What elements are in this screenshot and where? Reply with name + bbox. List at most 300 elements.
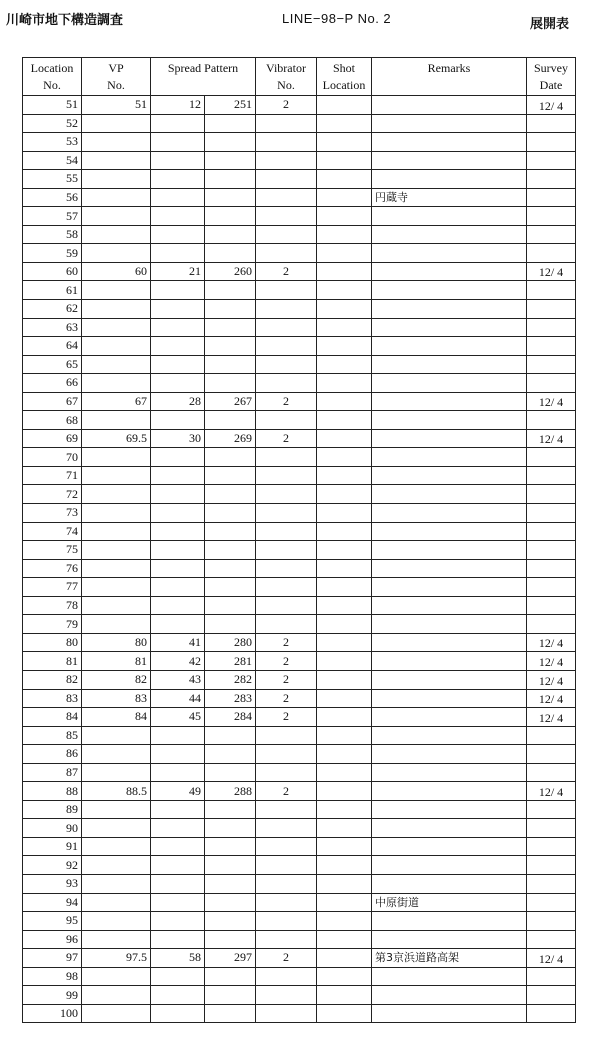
spread-from-cell	[151, 837, 205, 856]
shot-location-cell	[317, 114, 372, 133]
survey-date-cell	[527, 300, 576, 319]
location-cell: 84	[23, 708, 82, 727]
vibrator-cell: 2	[256, 262, 317, 281]
vibrator-cell	[256, 800, 317, 819]
spread-to-cell: 267	[205, 392, 256, 411]
remarks-cell	[372, 819, 527, 838]
survey-date-cell	[527, 448, 576, 467]
vibrator-cell	[256, 763, 317, 782]
spread-from-cell	[151, 819, 205, 838]
location-cell: 93	[23, 874, 82, 893]
vibrator-cell	[256, 355, 317, 374]
vp-cell	[82, 355, 151, 374]
spread-to-cell	[205, 207, 256, 226]
table-row	[23, 411, 576, 430]
vp-cell	[82, 225, 151, 244]
table-row	[23, 355, 576, 374]
spread-to-cell: 281	[205, 652, 256, 671]
vibrator-cell	[256, 559, 317, 578]
survey-date-cell: 12/ 4	[527, 429, 576, 448]
vibrator-cell	[256, 114, 317, 133]
table-row	[23, 504, 576, 523]
remarks-cell	[372, 429, 527, 448]
table-row	[23, 429, 576, 448]
col-header-shot-location	[317, 58, 372, 96]
survey-date-cell	[527, 912, 576, 931]
survey-date-cell: 12/ 4	[527, 708, 576, 727]
spread-to-cell	[205, 856, 256, 875]
vp-cell	[82, 559, 151, 578]
table-row	[23, 615, 576, 634]
spread-to-cell	[205, 596, 256, 615]
location-cell: 89	[23, 800, 82, 819]
remarks-cell	[372, 466, 527, 485]
spread-from-cell	[151, 411, 205, 430]
remarks-cell	[372, 745, 527, 764]
vibrator-cell: 2	[256, 633, 317, 652]
spread-from-cell: 49	[151, 782, 205, 801]
shot-location-cell	[317, 986, 372, 1005]
spread-from-cell	[151, 874, 205, 893]
vp-cell	[82, 504, 151, 523]
table-row	[23, 300, 576, 319]
table-row	[23, 281, 576, 300]
survey-date-cell	[527, 615, 576, 634]
remarks-cell	[372, 504, 527, 523]
survey-date-cell: 12/ 4	[527, 633, 576, 652]
vibrator-cell	[256, 244, 317, 263]
shot-location-cell	[317, 485, 372, 504]
shot-location-cell	[317, 541, 372, 560]
table-row	[23, 949, 576, 968]
vp-cell: 80	[82, 633, 151, 652]
spread-from-cell: 30	[151, 429, 205, 448]
spread-to-cell	[205, 986, 256, 1005]
spread-from-cell: 28	[151, 392, 205, 411]
vp-cell	[82, 1004, 151, 1023]
vp-cell	[82, 151, 151, 170]
vibrator-cell: 2	[256, 429, 317, 448]
vibrator-cell	[256, 466, 317, 485]
spread-to-cell: 269	[205, 429, 256, 448]
survey-date-cell	[527, 967, 576, 986]
col-header-vibrator	[256, 58, 317, 96]
location-cell: 86	[23, 745, 82, 764]
spread-to-cell	[205, 800, 256, 819]
shot-location-cell	[317, 633, 372, 652]
vibrator-cell	[256, 374, 317, 393]
location-cell: 56	[23, 188, 82, 207]
spread-to-cell	[205, 114, 256, 133]
vp-cell	[82, 466, 151, 485]
shot-location-cell	[317, 411, 372, 430]
spread-to-cell	[205, 726, 256, 745]
location-cell: 78	[23, 596, 82, 615]
table-row	[23, 856, 576, 875]
remarks-cell	[372, 318, 527, 337]
remarks-cell	[372, 448, 527, 467]
vibrator-cell	[256, 819, 317, 838]
vibrator-cell	[256, 1004, 317, 1023]
survey-date-cell: 12/ 4	[527, 652, 576, 671]
survey-date-cell: 12/ 4	[527, 689, 576, 708]
spread-from-cell	[151, 337, 205, 356]
col-header-survey-line2: Date	[539, 77, 563, 92]
location-cell: 74	[23, 522, 82, 541]
vp-cell	[82, 578, 151, 597]
spread-to-cell: 251	[205, 96, 256, 115]
survey-date-cell	[527, 225, 576, 244]
vibrator-cell	[256, 578, 317, 597]
survey-date-cell: 12/ 4	[527, 262, 576, 281]
spread-from-cell	[151, 448, 205, 467]
vibrator-cell: 2	[256, 708, 317, 727]
remarks-cell	[372, 244, 527, 263]
spread-to-cell	[205, 374, 256, 393]
remarks-cell	[372, 967, 527, 986]
table-row	[23, 986, 576, 1005]
spread-from-cell	[151, 615, 205, 634]
remarks-cell	[372, 207, 527, 226]
spread-to-cell	[205, 819, 256, 838]
spread-from-cell	[151, 374, 205, 393]
table-row	[23, 151, 576, 170]
vp-cell: 51	[82, 96, 151, 115]
vp-cell	[82, 837, 151, 856]
document-title: 川崎市地下構造調査	[6, 13, 124, 28]
spread-to-cell: 282	[205, 670, 256, 689]
shot-location-cell	[317, 893, 372, 912]
vp-cell	[82, 522, 151, 541]
remarks-cell	[372, 615, 527, 634]
spread-to-cell	[205, 170, 256, 189]
vibrator-cell	[256, 912, 317, 931]
table-row	[23, 633, 576, 652]
spread-to-cell	[205, 763, 256, 782]
location-cell: 72	[23, 485, 82, 504]
remarks-cell	[372, 262, 527, 281]
vp-cell: 97.5	[82, 949, 151, 968]
vibrator-cell	[256, 893, 317, 912]
survey-date-cell	[527, 745, 576, 764]
location-cell: 90	[23, 819, 82, 838]
survey-date-cell	[527, 114, 576, 133]
table-row	[23, 541, 576, 560]
remarks-cell	[372, 633, 527, 652]
location-cell: 63	[23, 318, 82, 337]
table-row	[23, 96, 576, 115]
survey-date-cell	[527, 800, 576, 819]
spread-to-cell	[205, 188, 256, 207]
col-header-location-line1: Location	[30, 60, 74, 75]
col-header-shot-line2: Location	[322, 77, 366, 92]
location-cell: 83	[23, 689, 82, 708]
survey-date-cell	[527, 133, 576, 152]
location-cell: 85	[23, 726, 82, 745]
vp-cell	[82, 986, 151, 1005]
remarks-cell	[372, 986, 527, 1005]
survey-date-cell	[527, 188, 576, 207]
survey-date-cell	[527, 281, 576, 300]
table-body	[23, 96, 576, 1023]
vp-cell	[82, 448, 151, 467]
location-cell: 95	[23, 912, 82, 931]
spread-to-cell	[205, 578, 256, 597]
table-row	[23, 745, 576, 764]
location-cell: 97	[23, 949, 82, 968]
table-row	[23, 912, 576, 931]
spread-to-cell: 288	[205, 782, 256, 801]
table-row	[23, 893, 576, 912]
spread-from-cell: 45	[151, 708, 205, 727]
vibrator-cell	[256, 411, 317, 430]
vibrator-cell	[256, 726, 317, 745]
col-header-survey-date	[527, 58, 576, 96]
survey-date-cell	[527, 466, 576, 485]
location-cell: 64	[23, 337, 82, 356]
table-row	[23, 133, 576, 152]
vibrator-cell	[256, 225, 317, 244]
shot-location-cell	[317, 170, 372, 189]
vibrator-cell: 2	[256, 670, 317, 689]
vp-cell	[82, 745, 151, 764]
col-header-vp	[82, 58, 151, 96]
spread-from-cell	[151, 856, 205, 875]
spread-to-cell	[205, 466, 256, 485]
remarks-cell	[372, 411, 527, 430]
vp-cell: 69.5	[82, 429, 151, 448]
location-cell: 55	[23, 170, 82, 189]
shot-location-cell	[317, 930, 372, 949]
vibrator-cell: 2	[256, 689, 317, 708]
vp-cell	[82, 856, 151, 875]
spread-from-cell	[151, 967, 205, 986]
remarks-cell	[372, 596, 527, 615]
shot-location-cell	[317, 151, 372, 170]
location-cell: 61	[23, 281, 82, 300]
shot-location-cell	[317, 262, 372, 281]
shot-location-cell	[317, 244, 372, 263]
vp-cell	[82, 281, 151, 300]
vibrator-cell	[256, 837, 317, 856]
spread-to-cell	[205, 281, 256, 300]
spread-from-cell	[151, 281, 205, 300]
table-row	[23, 262, 576, 281]
vp-cell	[82, 800, 151, 819]
remarks-cell: 円蔵寺	[372, 188, 527, 207]
location-cell: 60	[23, 262, 82, 281]
vp-cell	[82, 114, 151, 133]
table-row	[23, 207, 576, 226]
survey-date-cell	[527, 837, 576, 856]
spread-to-cell	[205, 337, 256, 356]
vp-cell: 83	[82, 689, 151, 708]
vibrator-cell	[256, 151, 317, 170]
location-cell: 66	[23, 374, 82, 393]
shot-location-cell	[317, 856, 372, 875]
remarks-cell	[372, 522, 527, 541]
shot-location-cell	[317, 337, 372, 356]
remarks-cell	[372, 763, 527, 782]
spread-to-cell	[205, 893, 256, 912]
remarks-cell	[372, 1004, 527, 1023]
remarks-cell	[372, 355, 527, 374]
vibrator-cell	[256, 337, 317, 356]
table-row	[23, 596, 576, 615]
spread-to-cell	[205, 485, 256, 504]
vp-cell	[82, 967, 151, 986]
col-header-vp-line1: VP	[108, 60, 124, 75]
vp-cell: 67	[82, 392, 151, 411]
survey-date-cell	[527, 930, 576, 949]
shot-location-cell	[317, 281, 372, 300]
vp-cell	[82, 133, 151, 152]
remarks-cell	[372, 874, 527, 893]
shot-location-cell	[317, 522, 372, 541]
vibrator-cell	[256, 874, 317, 893]
remarks-cell	[372, 337, 527, 356]
table-row	[23, 170, 576, 189]
vibrator-cell	[256, 281, 317, 300]
spread-from-cell	[151, 522, 205, 541]
spread-from-cell	[151, 300, 205, 319]
remarks-cell	[372, 578, 527, 597]
vibrator-cell	[256, 541, 317, 560]
location-cell: 52	[23, 114, 82, 133]
survey-date-cell	[527, 374, 576, 393]
table-row	[23, 874, 576, 893]
location-cell: 59	[23, 244, 82, 263]
survey-date-cell	[527, 207, 576, 226]
shot-location-cell	[317, 837, 372, 856]
table-row	[23, 670, 576, 689]
col-header-remarks: Remarks	[372, 58, 527, 96]
vibrator-cell	[256, 300, 317, 319]
spread-from-cell	[151, 244, 205, 263]
table-row	[23, 448, 576, 467]
spread-from-cell	[151, 1004, 205, 1023]
shot-location-cell	[317, 967, 372, 986]
vp-cell	[82, 763, 151, 782]
remarks-cell: 中原街道	[372, 893, 527, 912]
spread-from-cell: 42	[151, 652, 205, 671]
spread-from-cell	[151, 188, 205, 207]
spread-to-cell	[205, 151, 256, 170]
table-row	[23, 708, 576, 727]
col-header-survey-line1: Survey	[534, 60, 568, 75]
survey-date-cell	[527, 1004, 576, 1023]
shot-location-cell	[317, 652, 372, 671]
table-row	[23, 689, 576, 708]
table-row	[23, 188, 576, 207]
survey-date-cell	[527, 170, 576, 189]
location-cell: 70	[23, 448, 82, 467]
location-cell: 99	[23, 986, 82, 1005]
spread-from-cell	[151, 893, 205, 912]
table-row	[23, 837, 576, 856]
spread-from-cell	[151, 986, 205, 1005]
vp-cell	[82, 893, 151, 912]
vibrator-cell: 2	[256, 652, 317, 671]
survey-date-cell: 12/ 4	[527, 392, 576, 411]
survey-date-cell	[527, 893, 576, 912]
location-cell: 73	[23, 504, 82, 523]
spread-from-cell	[151, 726, 205, 745]
shot-location-cell	[317, 800, 372, 819]
spread-from-cell	[151, 225, 205, 244]
spread-to-cell	[205, 559, 256, 578]
spread-to-cell	[205, 504, 256, 523]
col-header-spread-pattern: Spread Pattern	[151, 58, 256, 96]
table-header-row	[23, 58, 576, 96]
shot-location-cell	[317, 300, 372, 319]
shot-location-cell	[317, 912, 372, 931]
vp-cell	[82, 874, 151, 893]
remarks-cell	[372, 485, 527, 504]
spread-to-cell: 284	[205, 708, 256, 727]
survey-date-cell	[527, 763, 576, 782]
spread-to-cell	[205, 522, 256, 541]
spread-from-cell: 44	[151, 689, 205, 708]
vibrator-cell	[256, 207, 317, 226]
survey-date-cell	[527, 819, 576, 838]
survey-date-cell	[527, 355, 576, 374]
spread-from-cell	[151, 170, 205, 189]
vibrator-cell	[256, 986, 317, 1005]
survey-date-cell	[527, 337, 576, 356]
vp-cell	[82, 411, 151, 430]
remarks-cell	[372, 652, 527, 671]
location-cell: 77	[23, 578, 82, 597]
vp-cell	[82, 541, 151, 560]
spread-from-cell	[151, 930, 205, 949]
table-row	[23, 337, 576, 356]
table-row	[23, 244, 576, 263]
shot-location-cell	[317, 504, 372, 523]
remarks-cell	[372, 225, 527, 244]
table-row	[23, 392, 576, 411]
spread-to-cell: 297	[205, 949, 256, 968]
table-row	[23, 225, 576, 244]
survey-date-cell	[527, 541, 576, 560]
remarks-cell	[372, 133, 527, 152]
spread-to-cell	[205, 300, 256, 319]
remarks-cell	[372, 374, 527, 393]
vp-cell	[82, 244, 151, 263]
vp-cell: 88.5	[82, 782, 151, 801]
spread-from-cell: 21	[151, 262, 205, 281]
table-row	[23, 1004, 576, 1023]
spread-to-cell	[205, 244, 256, 263]
survey-date-cell	[527, 986, 576, 1005]
survey-date-cell	[527, 578, 576, 597]
spread-to-cell	[205, 225, 256, 244]
spread-to-cell	[205, 912, 256, 931]
sheet-type-title: 展開表	[530, 17, 570, 32]
location-cell: 98	[23, 967, 82, 986]
spread-from-cell	[151, 207, 205, 226]
vp-cell	[82, 318, 151, 337]
shot-location-cell	[317, 745, 372, 764]
shot-location-cell	[317, 615, 372, 634]
vibrator-cell	[256, 170, 317, 189]
table-row	[23, 763, 576, 782]
table-row	[23, 114, 576, 133]
shot-location-cell	[317, 596, 372, 615]
spread-to-cell	[205, 837, 256, 856]
table-row	[23, 466, 576, 485]
remarks-cell	[372, 930, 527, 949]
